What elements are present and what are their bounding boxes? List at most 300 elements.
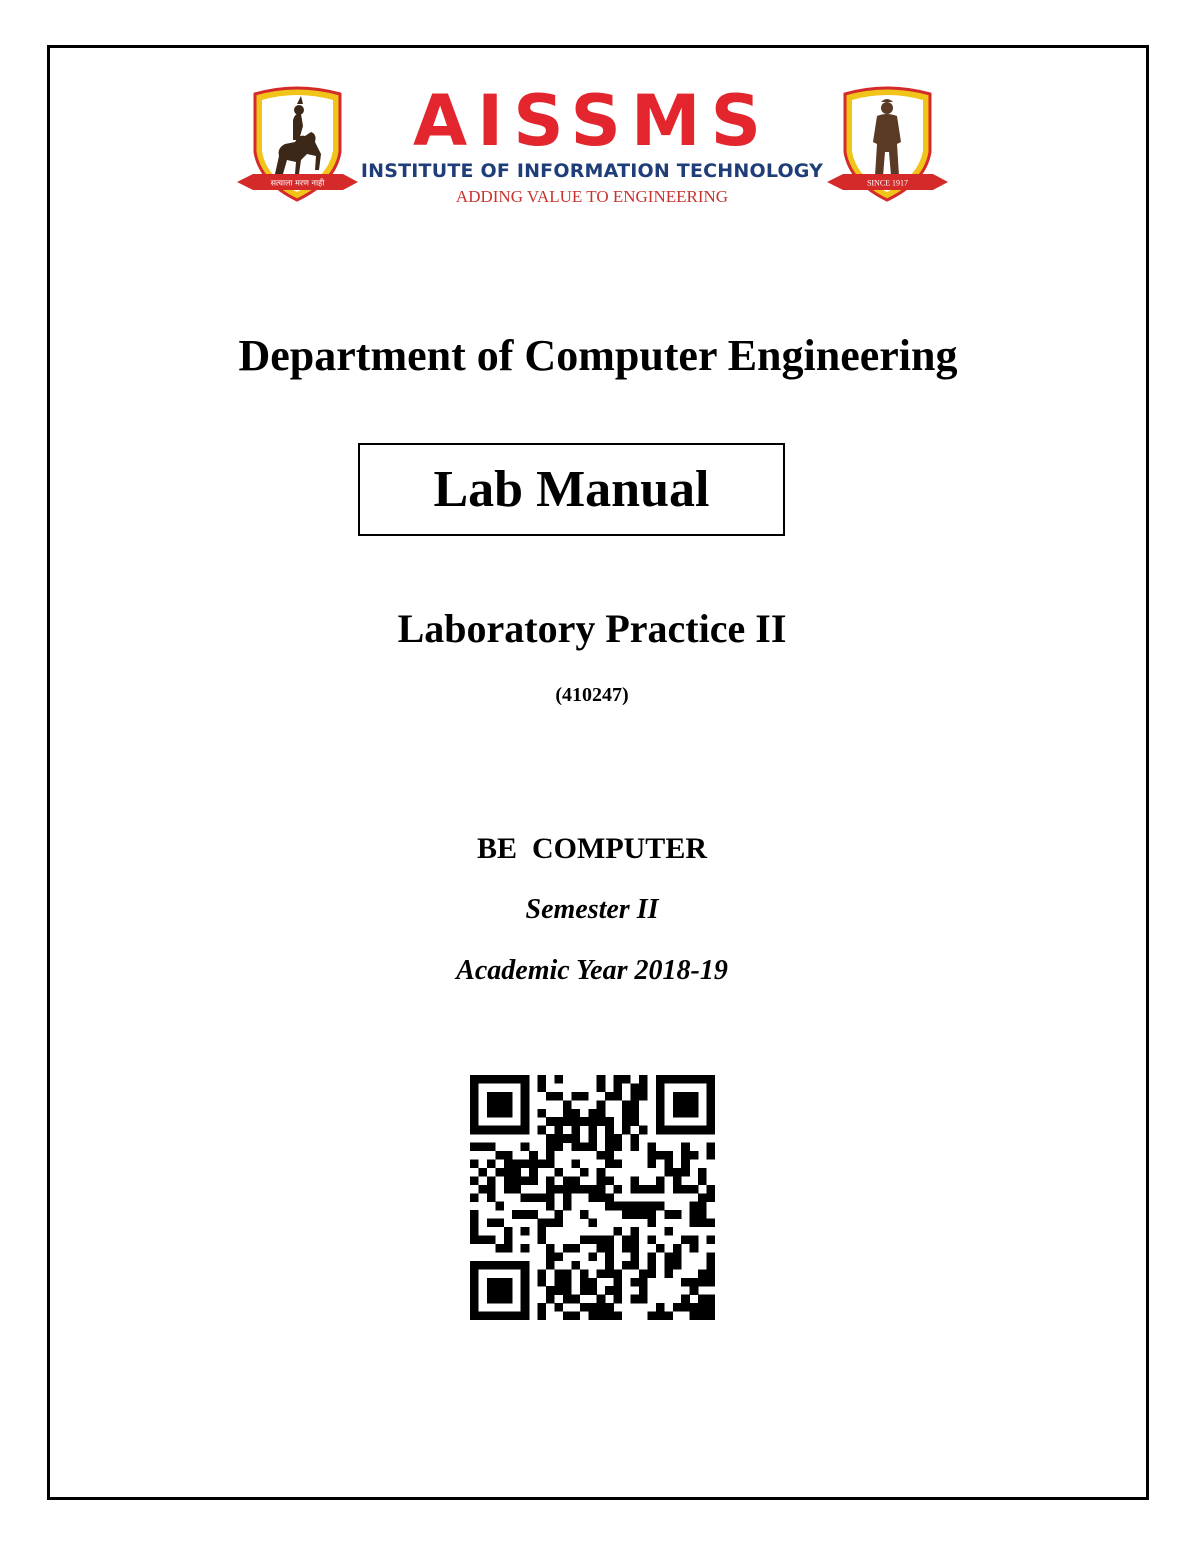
- qr-module: [546, 1261, 555, 1270]
- qr-module: [673, 1176, 682, 1185]
- qr-module: [614, 1083, 623, 1092]
- qr-module: [580, 1269, 589, 1278]
- qr-module: [521, 1126, 530, 1135]
- qr-module: [605, 1252, 614, 1261]
- qr-module: [707, 1219, 715, 1228]
- qr-module: [631, 1244, 640, 1253]
- qr-module: [656, 1100, 665, 1109]
- qr-module: [656, 1244, 665, 1253]
- qr-module: [512, 1185, 521, 1194]
- qr-module: [698, 1193, 707, 1202]
- qr-module: [538, 1278, 547, 1287]
- qr-module: [698, 1210, 707, 1219]
- qr-module: [512, 1261, 521, 1270]
- qr-module: [597, 1075, 606, 1084]
- qr-module: [470, 1236, 479, 1245]
- qr-module: [647, 1151, 656, 1160]
- qr-module: [563, 1117, 572, 1126]
- qr-module: [698, 1278, 707, 1287]
- qr-module: [631, 1261, 640, 1270]
- qr-module: [631, 1100, 640, 1109]
- qr-module: [690, 1286, 699, 1295]
- qr-module: [656, 1075, 665, 1084]
- qr-module: [504, 1100, 513, 1109]
- qr-module: [478, 1126, 487, 1135]
- qr-module: [521, 1295, 530, 1304]
- qr-module: [647, 1159, 656, 1168]
- qr-module: [605, 1159, 614, 1168]
- qr-module: [698, 1126, 707, 1135]
- qr-module: [707, 1261, 715, 1270]
- qr-module: [521, 1210, 530, 1219]
- qr-module: [622, 1109, 631, 1118]
- qr-module: [487, 1109, 496, 1118]
- qr-module: [487, 1278, 496, 1287]
- qr-module: [504, 1092, 513, 1101]
- qr-module: [673, 1210, 682, 1219]
- qr-module: [504, 1168, 513, 1177]
- qr-module: [571, 1109, 580, 1118]
- qr-module: [546, 1286, 555, 1295]
- qr-module: [554, 1219, 563, 1228]
- qr-module: [546, 1159, 555, 1168]
- qr-module: [487, 1286, 496, 1295]
- qr-module: [563, 1295, 572, 1304]
- qr-module: [690, 1151, 699, 1160]
- qr-module: [698, 1176, 707, 1185]
- qr-module: [681, 1109, 690, 1118]
- qr-module: [664, 1159, 673, 1168]
- qr-module: [597, 1151, 606, 1160]
- qr-module: [639, 1210, 648, 1219]
- qr-module: [614, 1202, 623, 1211]
- qr-module: [605, 1176, 614, 1185]
- qr-module: [681, 1159, 690, 1168]
- qr-module: [504, 1126, 513, 1135]
- qr-module: [597, 1168, 606, 1177]
- qr-module: [495, 1151, 504, 1160]
- qr-module: [681, 1278, 690, 1287]
- qr-module: [478, 1075, 487, 1084]
- qr-module: [673, 1092, 682, 1101]
- qr-module: [656, 1083, 665, 1092]
- qr-module: [707, 1126, 715, 1135]
- qr-module: [470, 1083, 479, 1092]
- qr-module: [605, 1134, 614, 1143]
- qr-module: [487, 1126, 496, 1135]
- qr-module: [487, 1100, 496, 1109]
- left-emblem-motto: सत्याला मरण नाही: [270, 178, 325, 188]
- qr-module: [521, 1159, 530, 1168]
- qr-module: [495, 1286, 504, 1295]
- qr-module: [698, 1219, 707, 1228]
- qr-module: [681, 1295, 690, 1304]
- qr-module: [563, 1312, 572, 1320]
- qr-module: [470, 1159, 479, 1168]
- qr-module: [588, 1286, 597, 1295]
- qr-module: [639, 1075, 648, 1084]
- qr-module: [487, 1176, 496, 1185]
- qr-module: [571, 1176, 580, 1185]
- qr-module: [681, 1303, 690, 1312]
- qr-module: [631, 1227, 640, 1236]
- qr-module: [707, 1278, 715, 1287]
- qr-module: [554, 1143, 563, 1152]
- qr-module: [664, 1168, 673, 1177]
- qr-module: [487, 1312, 496, 1320]
- qr-module: [538, 1193, 547, 1202]
- qr-module: [512, 1176, 521, 1185]
- qr-module: [707, 1193, 715, 1202]
- qr-module: [521, 1075, 530, 1084]
- qr-module: [690, 1303, 699, 1312]
- course-code: (410247): [555, 684, 629, 706]
- qr-module: [521, 1176, 530, 1185]
- qr-module: [631, 1117, 640, 1126]
- qr-module: [698, 1075, 707, 1084]
- qr-module: [529, 1168, 538, 1177]
- qr-module: [495, 1092, 504, 1101]
- qr-module: [495, 1244, 504, 1253]
- qr-module: [521, 1143, 530, 1152]
- qr-module: [707, 1109, 715, 1118]
- qr-module: [495, 1278, 504, 1287]
- qr-module: [588, 1193, 597, 1202]
- qr-module: [580, 1210, 589, 1219]
- qr-module: [639, 1278, 648, 1287]
- qr-module: [690, 1075, 699, 1084]
- qr-module: [647, 1219, 656, 1228]
- academic-year: Academic Year 2018-19: [456, 955, 728, 986]
- qr-module: [504, 1176, 513, 1185]
- qr-module: [495, 1312, 504, 1320]
- qr-module: [614, 1092, 623, 1101]
- qr-module: [647, 1202, 656, 1211]
- qr-module: [571, 1295, 580, 1304]
- qr-module: [673, 1185, 682, 1194]
- qr-module: [495, 1100, 504, 1109]
- qr-module: [707, 1117, 715, 1126]
- qr-module: [597, 1083, 606, 1092]
- qr-module: [614, 1227, 623, 1236]
- qr-module: [478, 1143, 487, 1152]
- qr-module: [478, 1185, 487, 1194]
- qr-module: [588, 1236, 597, 1245]
- qr-module: [605, 1117, 614, 1126]
- qr-module: [529, 1176, 538, 1185]
- qr-module: [639, 1185, 648, 1194]
- qr-module: [681, 1151, 690, 1160]
- qr-module: [470, 1100, 479, 1109]
- program-name: BE COMPUTER: [476, 832, 707, 865]
- qr-module: [588, 1143, 597, 1152]
- qr-module: [495, 1075, 504, 1084]
- qr-module: [597, 1269, 606, 1278]
- qr-module: [707, 1151, 715, 1160]
- qr-module: [614, 1286, 623, 1295]
- qr-module: [521, 1261, 530, 1270]
- institute-name: INSTITUTE OF INFORMATION TECHNOLOGY: [360, 160, 824, 182]
- qr-module: [554, 1269, 563, 1278]
- qr-module: [521, 1083, 530, 1092]
- qr-module: [588, 1312, 597, 1320]
- qr-module: [631, 1185, 640, 1194]
- qr-module: [546, 1143, 555, 1152]
- qr-module: [647, 1236, 656, 1245]
- qr-module: [470, 1278, 479, 1287]
- qr-module: [622, 1261, 631, 1270]
- qr-module: [647, 1143, 656, 1152]
- qr-module: [571, 1185, 580, 1194]
- qr-module: [656, 1092, 665, 1101]
- qr-module: [571, 1117, 580, 1126]
- qr-module: [538, 1219, 547, 1228]
- qr-module: [656, 1176, 665, 1185]
- qr-module: [563, 1100, 572, 1109]
- qr-module: [605, 1126, 614, 1135]
- qr-module: [605, 1236, 614, 1245]
- qr-module: [698, 1312, 707, 1320]
- qr-module: [554, 1134, 563, 1143]
- qr-module: [639, 1202, 648, 1211]
- qr-module: [470, 1219, 479, 1228]
- qr-module: [470, 1303, 479, 1312]
- qr-module: [681, 1143, 690, 1152]
- qr-module: [554, 1126, 563, 1135]
- qr-module: [495, 1126, 504, 1135]
- qr-module: [580, 1278, 589, 1287]
- qr-module: [495, 1219, 504, 1228]
- qr-module: [614, 1134, 623, 1143]
- qr-module: [597, 1100, 606, 1109]
- qr-module: [571, 1312, 580, 1320]
- qr-module: [597, 1295, 606, 1304]
- qr-module: [563, 1109, 572, 1118]
- qr-module: [470, 1193, 479, 1202]
- qr-module: [690, 1126, 699, 1135]
- qr-module: [546, 1134, 555, 1143]
- qr-module: [554, 1286, 563, 1295]
- lab-manual-box: [358, 443, 785, 536]
- qr-module: [563, 1202, 572, 1211]
- qr-module: [504, 1236, 513, 1245]
- qr-module: [470, 1075, 479, 1084]
- qr-module: [546, 1176, 555, 1185]
- qr-module: [622, 1210, 631, 1219]
- qr-module: [546, 1252, 555, 1261]
- qr-module: [546, 1202, 555, 1211]
- qr-module: [605, 1269, 614, 1278]
- qr-module: [588, 1126, 597, 1135]
- qr-module: [588, 1134, 597, 1143]
- qr-module: [656, 1117, 665, 1126]
- qr-module: [554, 1185, 563, 1194]
- qr-module: [588, 1185, 597, 1194]
- qr-module: [588, 1219, 597, 1228]
- qr-module: [656, 1185, 665, 1194]
- qr-module: [690, 1109, 699, 1118]
- qr-module: [622, 1100, 631, 1109]
- qr-module: [521, 1117, 530, 1126]
- qr-module: [605, 1312, 614, 1320]
- qr-module: [538, 1303, 547, 1312]
- qr-module: [470, 1227, 479, 1236]
- qr-module: [512, 1126, 521, 1135]
- qr-module: [571, 1244, 580, 1253]
- qr-module: [622, 1075, 631, 1084]
- qr-module: [470, 1295, 479, 1304]
- qr-module: [656, 1303, 665, 1312]
- qr-module: [529, 1151, 538, 1160]
- qr-module: [605, 1261, 614, 1270]
- qr-module: [470, 1261, 479, 1270]
- qr-module: [521, 1303, 530, 1312]
- qr-module: [538, 1227, 547, 1236]
- qr-module: [563, 1278, 572, 1287]
- qr-module: [622, 1202, 631, 1211]
- institute-tagline: ADDING VALUE TO ENGINEERING: [455, 187, 729, 206]
- qr-module: [580, 1117, 589, 1126]
- qr-module: [690, 1278, 699, 1287]
- qr-module: [664, 1227, 673, 1236]
- qr-module: [563, 1185, 572, 1194]
- qr-module: [664, 1075, 673, 1084]
- qr-module: [707, 1143, 715, 1152]
- qr-module: [504, 1244, 513, 1253]
- qr-module: [597, 1244, 606, 1253]
- qr-module: [605, 1244, 614, 1253]
- qr-module: [546, 1244, 555, 1253]
- qr-module: [647, 1210, 656, 1219]
- qr-module: [538, 1083, 547, 1092]
- qr-module: [487, 1159, 496, 1168]
- qr-module: [563, 1134, 572, 1143]
- qr-module: [631, 1092, 640, 1101]
- qr-module: [673, 1168, 682, 1177]
- qr-module: [614, 1075, 623, 1084]
- qr-module: [631, 1143, 640, 1152]
- qr-module: [690, 1210, 699, 1219]
- qr-module: [554, 1278, 563, 1287]
- qr-module: [605, 1303, 614, 1312]
- qr-module: [495, 1295, 504, 1304]
- qr-module: [521, 1193, 530, 1202]
- course-title: Laboratory Practice II: [397, 606, 787, 651]
- qr-module: [538, 1312, 547, 1320]
- qr-module: [563, 1176, 572, 1185]
- qr-module: [631, 1083, 640, 1092]
- qr-module: [614, 1159, 623, 1168]
- qr-module: [597, 1176, 606, 1185]
- qr-module: [588, 1252, 597, 1261]
- qr-module: [656, 1312, 665, 1320]
- qr-module: [707, 1100, 715, 1109]
- qr-module: [554, 1252, 563, 1261]
- qr-module: [487, 1185, 496, 1194]
- qr-module: [495, 1109, 504, 1118]
- qr-module: [563, 1269, 572, 1278]
- qr-module: [563, 1193, 572, 1202]
- qr-module: [631, 1295, 640, 1304]
- qr-module: [521, 1312, 530, 1320]
- qr-module: [673, 1100, 682, 1109]
- qr-module: [656, 1109, 665, 1118]
- qr-module: [504, 1159, 513, 1168]
- qr-module: [512, 1168, 521, 1177]
- qr-module: [504, 1278, 513, 1287]
- qr-module: [588, 1303, 597, 1312]
- qr-module: [504, 1295, 513, 1304]
- qr-module: [673, 1303, 682, 1312]
- qr-module: [487, 1295, 496, 1304]
- qr-module: [664, 1261, 673, 1270]
- qr-module: [647, 1269, 656, 1278]
- qr-module: [546, 1151, 555, 1160]
- qr-module: [571, 1126, 580, 1135]
- qr-module: [614, 1295, 623, 1304]
- qr-module: [639, 1269, 648, 1278]
- qr-module: [656, 1126, 665, 1135]
- qr-module: [588, 1117, 597, 1126]
- qr-module: [664, 1210, 673, 1219]
- qr-module: [546, 1117, 555, 1126]
- qr-module: [614, 1312, 623, 1320]
- qr-module: [664, 1312, 673, 1320]
- qr-module: [631, 1278, 640, 1287]
- qr-module: [521, 1278, 530, 1287]
- qr-module: [504, 1075, 513, 1084]
- qr-module: [664, 1252, 673, 1261]
- qr-module: [631, 1236, 640, 1245]
- qr-module: [707, 1303, 715, 1312]
- qr-module: [554, 1168, 563, 1177]
- qr-module: [470, 1126, 479, 1135]
- qr-module: [681, 1236, 690, 1245]
- qr-module: [614, 1269, 623, 1278]
- qr-module: [639, 1286, 648, 1295]
- qr-module: [707, 1312, 715, 1320]
- qr-module: [538, 1236, 547, 1245]
- qr-module: [580, 1143, 589, 1152]
- qr-module: [571, 1143, 580, 1152]
- qr-module: [707, 1252, 715, 1261]
- right-emblem-motto: SINCE 1917: [866, 178, 909, 188]
- qr-module: [631, 1176, 640, 1185]
- qr-module: [504, 1312, 513, 1320]
- qr-module: [504, 1109, 513, 1118]
- qr-module: [521, 1244, 530, 1253]
- qr-module: [690, 1202, 699, 1211]
- qr-module: [538, 1075, 547, 1084]
- qr-module: [580, 1303, 589, 1312]
- qr-module: [529, 1210, 538, 1219]
- qr-module: [597, 1236, 606, 1245]
- qr-module: [580, 1168, 589, 1177]
- qr-module: [698, 1303, 707, 1312]
- qr-module: [487, 1261, 496, 1270]
- qr-module: [681, 1092, 690, 1101]
- qr-module: [656, 1202, 665, 1211]
- qr-module: [597, 1117, 606, 1126]
- horse-rider-shield-icon: [235, 82, 360, 207]
- qr-module: [521, 1227, 530, 1236]
- qr-module: [673, 1075, 682, 1084]
- qr-module: [529, 1159, 538, 1168]
- qr-module: [681, 1185, 690, 1194]
- qr-module: [673, 1261, 682, 1270]
- qr-module: [597, 1312, 606, 1320]
- qr-module: [597, 1303, 606, 1312]
